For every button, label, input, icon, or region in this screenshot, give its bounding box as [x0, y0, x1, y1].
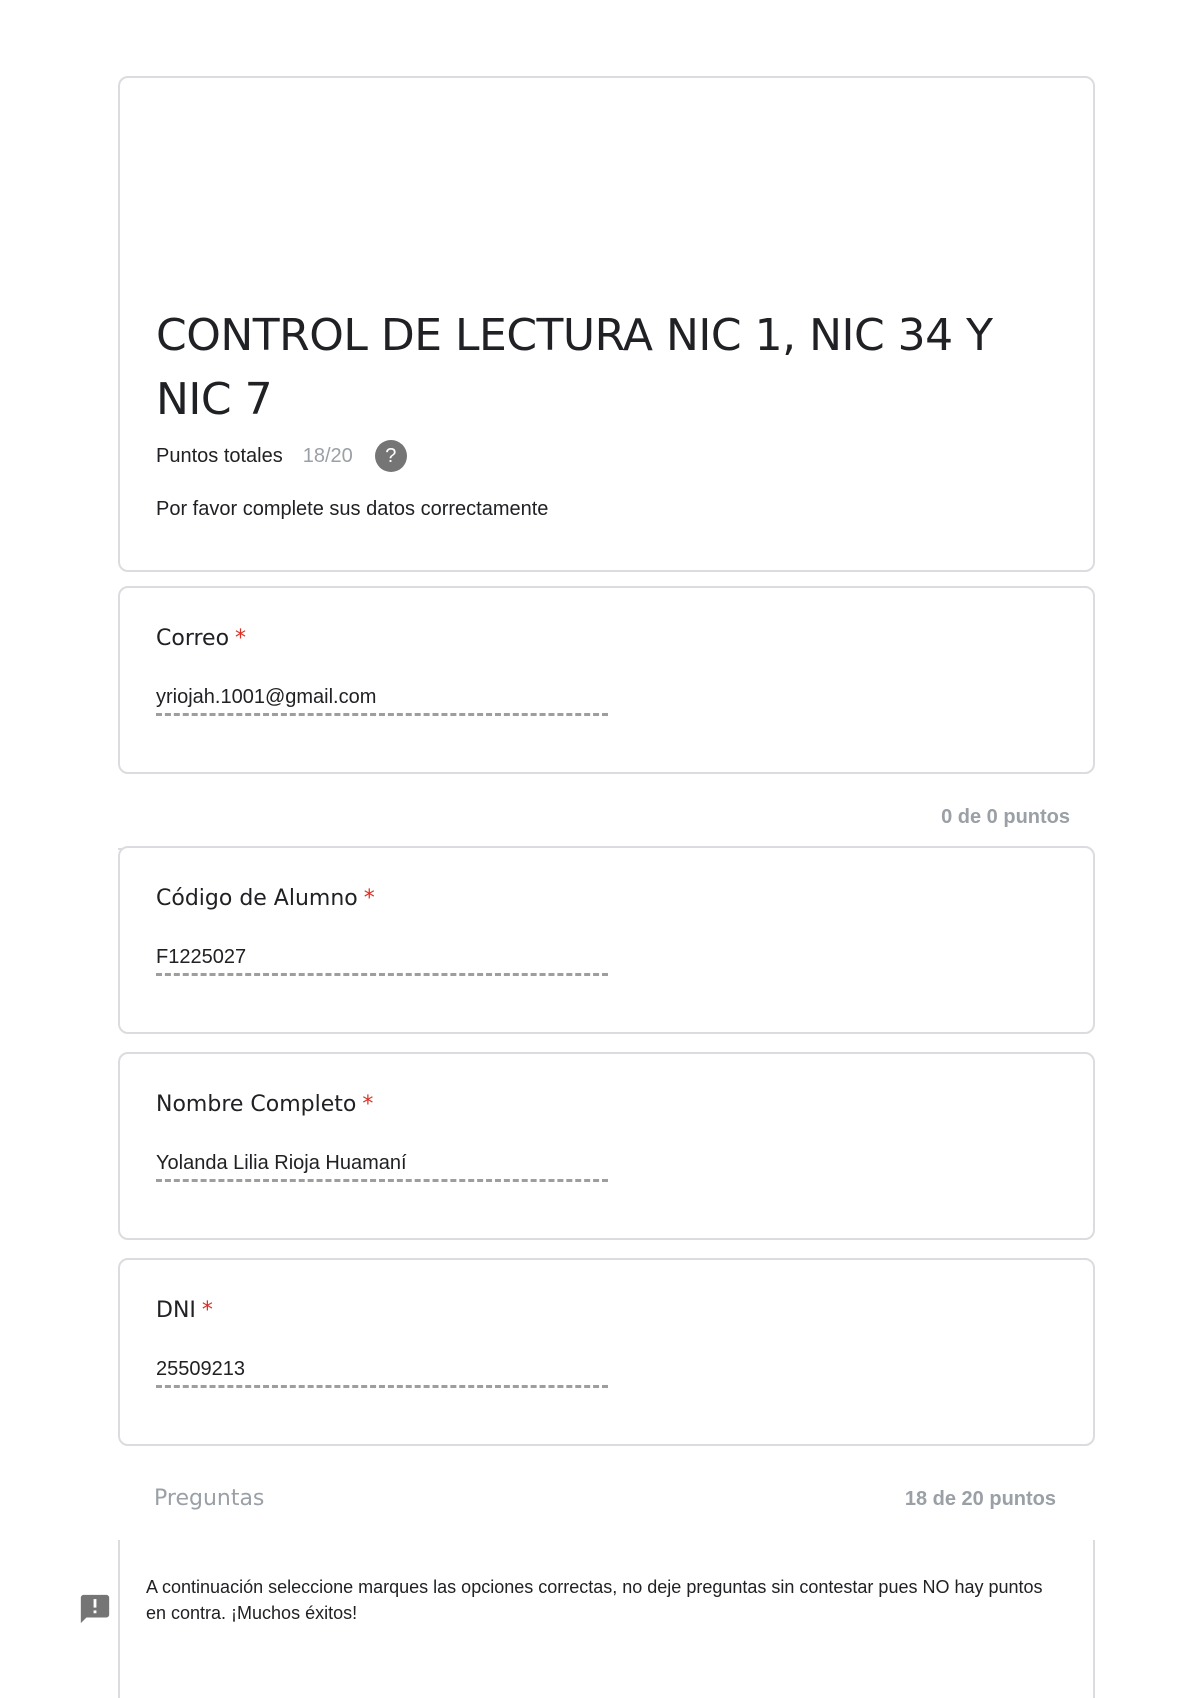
instructions-text: A continuación seleccione marques las opciones correctas, no deje preguntas sin contestar pues NO hay puntos en contra. ¡Muchos éxitos!: [146, 1577, 1043, 1623]
question-dni-card: [118, 1258, 1095, 1446]
header-banner: [120, 78, 1093, 282]
required-asterisk: *: [363, 886, 375, 911]
section-title-questions: Preguntas: [154, 1486, 265, 1511]
required-asterisk: *: [235, 626, 247, 651]
question-email-card: [118, 586, 1095, 774]
required-asterisk: *: [362, 1092, 374, 1117]
section-points-data: 0 de 0 puntos: [941, 806, 1070, 828]
question-full-name-label: [156, 1092, 373, 1117]
question-email-title: Correo: [156, 626, 230, 651]
question-student-code-label: [156, 886, 375, 911]
question-dni-title: DNI: [156, 1298, 196, 1323]
form-title: CONTROL DE LECTURA NIC 1, NIC 34 Y NIC 7: [156, 310, 993, 425]
help-circle-icon[interactable]: ?: [375, 440, 407, 472]
instructions-card: [118, 1540, 1095, 1698]
section-points-questions: 18 de 20 puntos: [904, 1488, 1056, 1510]
question-student-code-card: [118, 846, 1095, 1034]
form-header-card: [118, 76, 1095, 572]
email-answer: yriojah.1001@gmail.com: [156, 686, 608, 716]
full-name-answer: Yolanda Lilia Rioja Huamaní: [156, 1152, 608, 1182]
form-description: Por favor complete sus datos correctamente: [156, 498, 549, 520]
question-email-label: [156, 626, 246, 651]
student-code-answer: F1225027: [156, 946, 608, 976]
question-full-name-title: Nombre Completo: [156, 1092, 357, 1117]
dni-answer: 25509213: [156, 1358, 608, 1388]
question-full-name-card: [118, 1052, 1095, 1240]
total-points-value: 18/20: [302, 444, 353, 467]
question-dni-label: [156, 1298, 213, 1323]
feedback-icon[interactable]: [78, 1592, 112, 1626]
total-points-label: Puntos totales: [156, 444, 283, 467]
total-points: [156, 440, 407, 472]
required-asterisk: *: [201, 1298, 213, 1323]
question-student-code-title: Código de Alumno: [156, 886, 358, 911]
